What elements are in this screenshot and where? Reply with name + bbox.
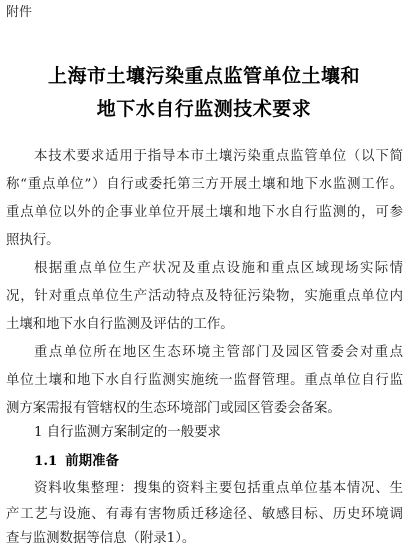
attachment-label: 附件 bbox=[6, 5, 33, 20]
paragraph-2-line-2: 况，针对重点单位生产活动特点及特征污染物，实施重点单位内 bbox=[6, 289, 403, 304]
paragraph-2-line-1: 根据重点单位生产状况及重点设施和重点区域现场实际情 bbox=[34, 261, 403, 276]
document-title-line-1: 上海市土壤污染重点监管单位土壤和 bbox=[47, 65, 360, 87]
section-1-1-number: 1.1 bbox=[34, 453, 58, 469]
paragraph-2-line-3: 土壤和地下水自行监测及评估的工作。 bbox=[6, 317, 234, 332]
paragraph-1-line-2: 称“重点单位”）自行或委托第三方开展土壤和地下水监测工作。 bbox=[6, 177, 403, 192]
section-1-number: 1 bbox=[34, 425, 43, 440]
section-1-heading bbox=[34, 424, 221, 442]
paragraph-1-line-4: 照执行。 bbox=[6, 233, 60, 248]
paragraph-3-line-3: 测方案需报有管辖权的生态环境部门或园区管委会备案。 bbox=[6, 401, 341, 416]
paragraph-1-line-1: 本技术要求适用于指导本市土壤污染重点监管单位（以下简 bbox=[34, 149, 403, 164]
paragraph-4-line-3: 查与监测数据等信息（附录1）。 bbox=[6, 531, 196, 546]
document-title-line-2: 地下水自行监测技术要求 bbox=[96, 98, 312, 120]
paragraph-1-line-3: 重点单位以外的企事业单位开展土壤和地下水自行监测的，可参 bbox=[6, 205, 403, 220]
paragraph-3-line-2: 单位土壤和地下水自行监测实施统一监督管理。重点单位自行监 bbox=[6, 373, 403, 388]
paragraph-3-line-1: 重点单位所在地区生态环境主管部门及园区管委会对重点 bbox=[34, 345, 403, 360]
section-1-title: 自行监测方案制定的一般要求 bbox=[46, 425, 221, 440]
paragraph-4-line-2: 产工艺与设施、有毒有害物质迁移途径、敏感目标、历史环境调 bbox=[6, 507, 403, 522]
paragraph-4-line-1: 资料收集整理：搜集的资料主要包括重点单位基本情况、生 bbox=[34, 481, 403, 496]
section-1-1-title: 前期准备 bbox=[65, 453, 119, 469]
section-1-1-heading bbox=[34, 452, 119, 470]
